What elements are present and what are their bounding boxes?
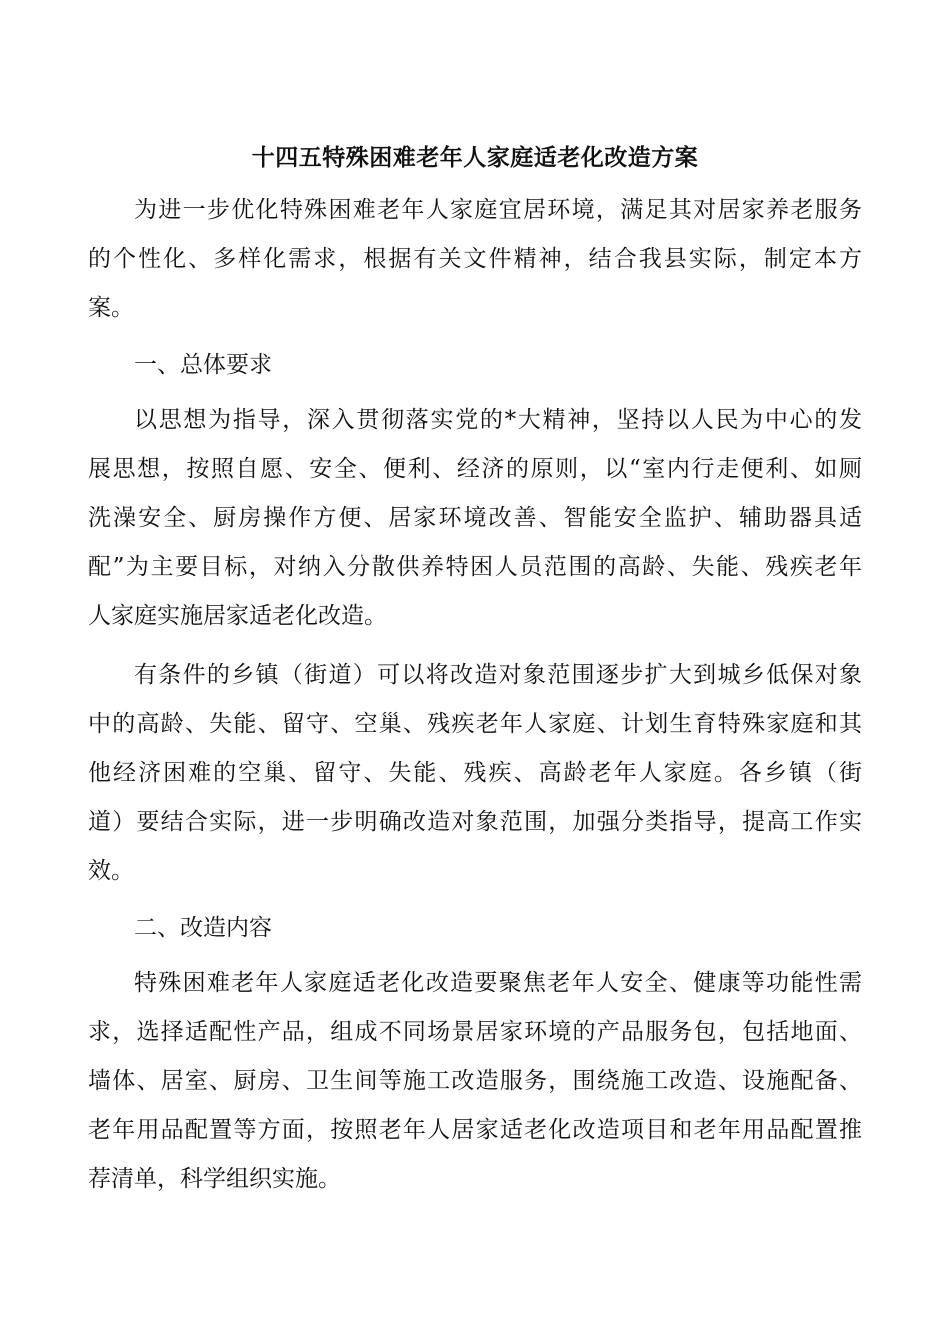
paragraph-line: 为进一步优化特殊困难老年人家庭宜居环境，满足其对居家养老服务 [134, 197, 862, 223]
paragraph-line: 展思想，按照自愿、安全、便利、经济的原则，以“室内行走便利、如厕 [88, 456, 862, 482]
document-title: 十四五特殊困难老年人家庭适老化改造方案 [251, 144, 699, 171]
paragraph-line: 洗澡安全、厨房操作方便、居家环境改善、智能安全监护、辅助器具适 [88, 505, 862, 531]
paragraph-line: 人家庭实施居家适老化改造。 [88, 603, 387, 629]
paragraph-line: 的个性化、多样化需求，根据有关文件精神，结合我县实际，制定本方 [88, 246, 862, 272]
paragraph-line: 墙体、居室、厨房、卫生间等施工改造服务，围绕施工改造、设施配备、 [88, 1068, 862, 1094]
paragraph-line: 效。 [88, 858, 134, 884]
section-heading-renovation-content: 二、改造内容 [134, 915, 272, 941]
paragraph-line: 有条件的乡镇（街道）可以将改造对象范围逐步扩大到城乡低保对象 [134, 662, 862, 688]
general-requirements-paragraph-1 [88, 396, 862, 641]
paragraph-line: 荐清单，科学组织实施。 [88, 1166, 341, 1192]
paragraph-line: 配”为主要目标，对纳入分散供养特困人员范围的高龄、失能、残疾老年 [88, 554, 862, 580]
renovation-content-paragraph [88, 959, 862, 1204]
general-requirements-paragraph-2 [88, 651, 862, 896]
paragraph-line: 他经济困难的空巢、留守、失能、残疾、高龄老年人家庭。各乡镇（街 [88, 760, 862, 786]
paragraph-line: 特殊困难老年人家庭适老化改造要聚焦老年人安全、健康等功能性需 [134, 970, 862, 996]
paragraph-line: 以思想为指导，深入贯彻落实党的*大精神，坚持以人民为中心的发 [134, 407, 862, 433]
paragraph-line: 中的高龄、失能、留守、空巢、残疾老年人家庭、计划生育特殊家庭和其 [88, 711, 862, 737]
paragraph-line: 道）要结合实际，进一步明确改造对象范围，加强分类指导，提高工作实 [88, 809, 862, 835]
paragraph-line: 案。 [88, 295, 134, 321]
paragraph-line: 求，选择适配性产品，组成不同场景居家环境的产品服务包，包括地面、 [88, 1019, 862, 1045]
paragraph-line: 老年用品配置等方面，按照老年人居家适老化改造项目和老年用品配置推 [88, 1117, 862, 1143]
intro-paragraph [88, 186, 862, 333]
section-heading-general-requirements: 一、总体要求 [134, 352, 272, 378]
